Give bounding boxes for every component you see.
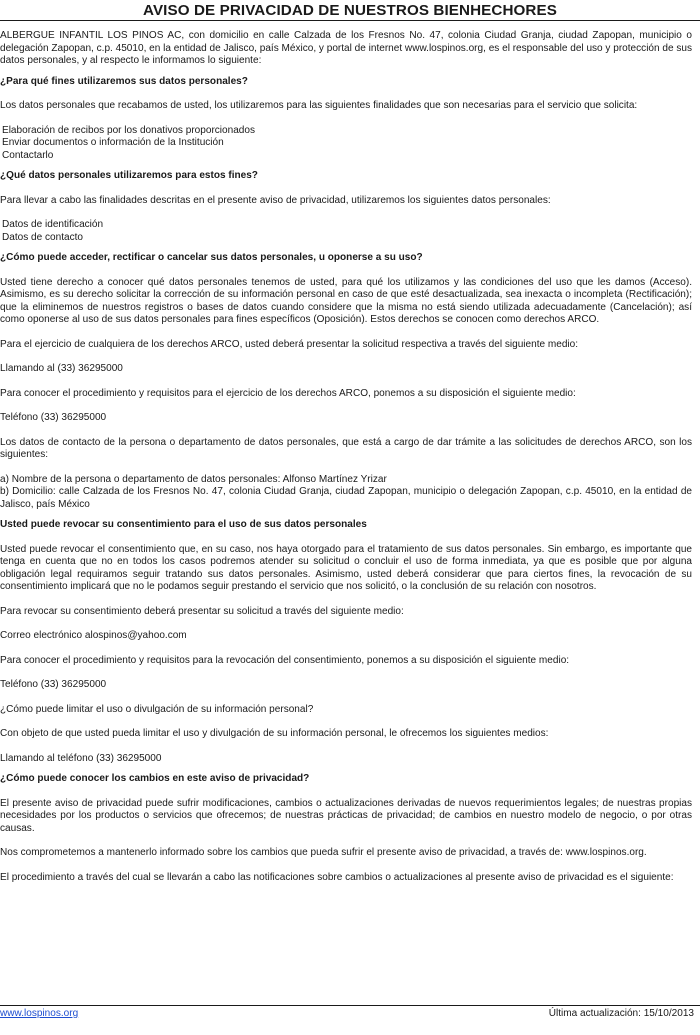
section-heading-changes: ¿Cómo puede conocer los cambios en este aviso de privacidad?	[0, 773, 310, 784]
document-body	[0, 30, 692, 884]
arco-contact-name: a) Nombre de la persona o departamento de datos personales: Alfonso Martínez Yrizar	[0, 473, 387, 485]
revoke-request-text: Para revocar su consentimiento deberá presentar su solicitud a través del siguiente medio:	[0, 605, 404, 617]
arco-rights-paragraph: Usted tiene derecho a conocer qué datos personales tenemos de usted, para qué los utilizamos y las condiciones del uso que les damos (Acceso). Asimismo, es su derecho solicitar la corrección de su información personal en caso de que esté desactualizada, sea inexacta o incompleta (Rectificación); que la eliminemos de nuestros registros o bases de datos cuando considere que la misma no está siendo utilizada adecuadamente (Cancelación); así como oponerse al uso de sus datos personales para fines específicos (Oposición). Estos derechos se conocen como derechos ARCO.	[0, 276, 692, 325]
limit-use-question: ¿Cómo puede limitar el uso o divulgación de su información personal?	[0, 703, 314, 715]
list-item: Datos de contacto	[2, 231, 83, 243]
arco-contact-text: Los datos de contacto de la persona o departamento de datos personales, que está a cargo de dar trámite a las solicitudes de derechos ARCO, son los siguientes:	[0, 436, 692, 460]
section-heading-data-used: ¿Qué datos personales utilizaremos para estos fines?	[0, 170, 258, 181]
title-rule	[0, 20, 700, 21]
list-item: Datos de identificación	[2, 219, 104, 230]
purposes-list	[0, 125, 692, 163]
changes-procedure: El procedimiento a través del cual se llevarán a cabo las notificaciones sobre cambios o actualizaciones al presente aviso de privacidad es el siguiente:	[0, 871, 674, 883]
website-link[interactable]: www.lospinos.org	[0, 1008, 79, 1019]
arco-procedure-text: Para conocer el procedimiento y requisitos para el ejercicio de los derechos ARCO, ponemos a su disposición el siguiente medio:	[0, 387, 576, 399]
changes-paragraph: El presente aviso de privacidad puede sufrir modificaciones, cambios o actualizaciones derivadas de nuevos requerimientos legales; de nuestras propias necesidades por los productos o servicios que ofrecemos; de nuestras prácticas de privacidad; de cambios en nuestro modelo de negocio, o por otras causas.	[0, 797, 692, 834]
arco-contact-address: b) Domicilio: calle Calzada de los Fresnos No. 47, colonia Ciudad Granja, ciudad Zapopan, municipio o delegación Zapopan, c.p. 45010, en la entidad de Jalisco, país México	[0, 486, 692, 510]
data-used-text: Para llevar a cabo las finalidades descritas en el presente aviso de privacidad, utilizaremos los siguientes datos personales:	[0, 194, 551, 206]
page-title: AVISO DE PRIVACIDAD DE NUESTROS BIENHECHORES	[143, 2, 557, 19]
footer-rule	[0, 1005, 700, 1006]
data-used-list	[0, 219, 692, 244]
changes-commitment: Nos comprometemos a mantenerlo informado sobre los cambios que pueda sufrir el presente aviso de privacidad, a través de: www.lospinos.org.	[0, 847, 647, 858]
arco-request-phone: Llamando al (33) 36295000	[0, 363, 123, 374]
section-heading-revoke: Usted puede revocar su consentimiento para el uso de sus datos personales	[0, 519, 367, 530]
revoke-procedure-phone: Teléfono (33) 36295000	[0, 679, 107, 690]
limit-use-phone: Llamando al teléfono (33) 36295000	[0, 752, 162, 764]
last-updated-date: Última actualización: 15/10/2013	[548, 1008, 694, 1019]
list-item: Contactarlo	[2, 149, 54, 161]
revoke-procedure-text: Para conocer el procedimiento y requisitos para la revocación del consentimiento, ponemos a su disposición el siguiente medio:	[0, 654, 570, 666]
revoke-paragraph: Usted puede revocar el consentimiento que, en su caso, nos haya otorgado para el tratamiento de sus datos personales. Sin embargo, es importante que tenga en cuenta que no en todos los casos podremos atender su solicitud o concluir el uso de forma inmediata, ya que es posible que por alguna obligación legal requiramos seguir tratando sus datos personales. Asimismo, usted deberá considerar que para ciertos fines, la revocación de su consentimiento implicará que no le podamos seguir prestando el servicio que nos solicitó, o la conclusión de su relación con nosotros.	[0, 543, 692, 592]
section-heading-purposes: ¿Para qué fines utilizaremos sus datos personales?	[0, 75, 248, 87]
list-item: Elaboración de recibos por los donativos proporcionados	[2, 124, 256, 136]
footer	[0, 1008, 694, 1020]
section-heading-arco: ¿Cómo puede acceder, rectificar o cancelar sus datos personales, u oponerse a su uso?	[0, 252, 423, 263]
list-item: Enviar documentos o información de la Institución	[2, 137, 224, 148]
limit-use-text: Con objeto de que usted pueda limitar el uso y divulgación de su información personal, le ofrecemos los siguientes medios:	[0, 728, 549, 739]
revoke-email: Correo electrónico alospinos@yahoo.com	[0, 630, 187, 641]
intro-paragraph: ALBERGUE INFANTIL LOS PINOS AC, con domicilio en calle Calzada de los Fresnos No. 47, colonia Ciudad Granja, ciudad Zapopan, municipio o delegación Zapopan, c.p. 45010, en la entidad de Jalisco, país México, y portal de internet www.lospinos.org, es el responsable del uso y protección de sus datos personales, y al respecto le informamos lo siguiente:	[0, 30, 692, 66]
arco-procedure-phone: Teléfono (33) 36295000	[0, 412, 107, 423]
arco-request-text: Para el ejercicio de cualquiera de los derechos ARCO, usted deberá presentar la solicitud respectiva a través del siguiente medio:	[0, 338, 579, 350]
purposes-text: Los datos personales que recabamos de usted, los utilizaremos para las siguientes finalidades que son necesarias para el servicio que solicita:	[0, 100, 638, 111]
